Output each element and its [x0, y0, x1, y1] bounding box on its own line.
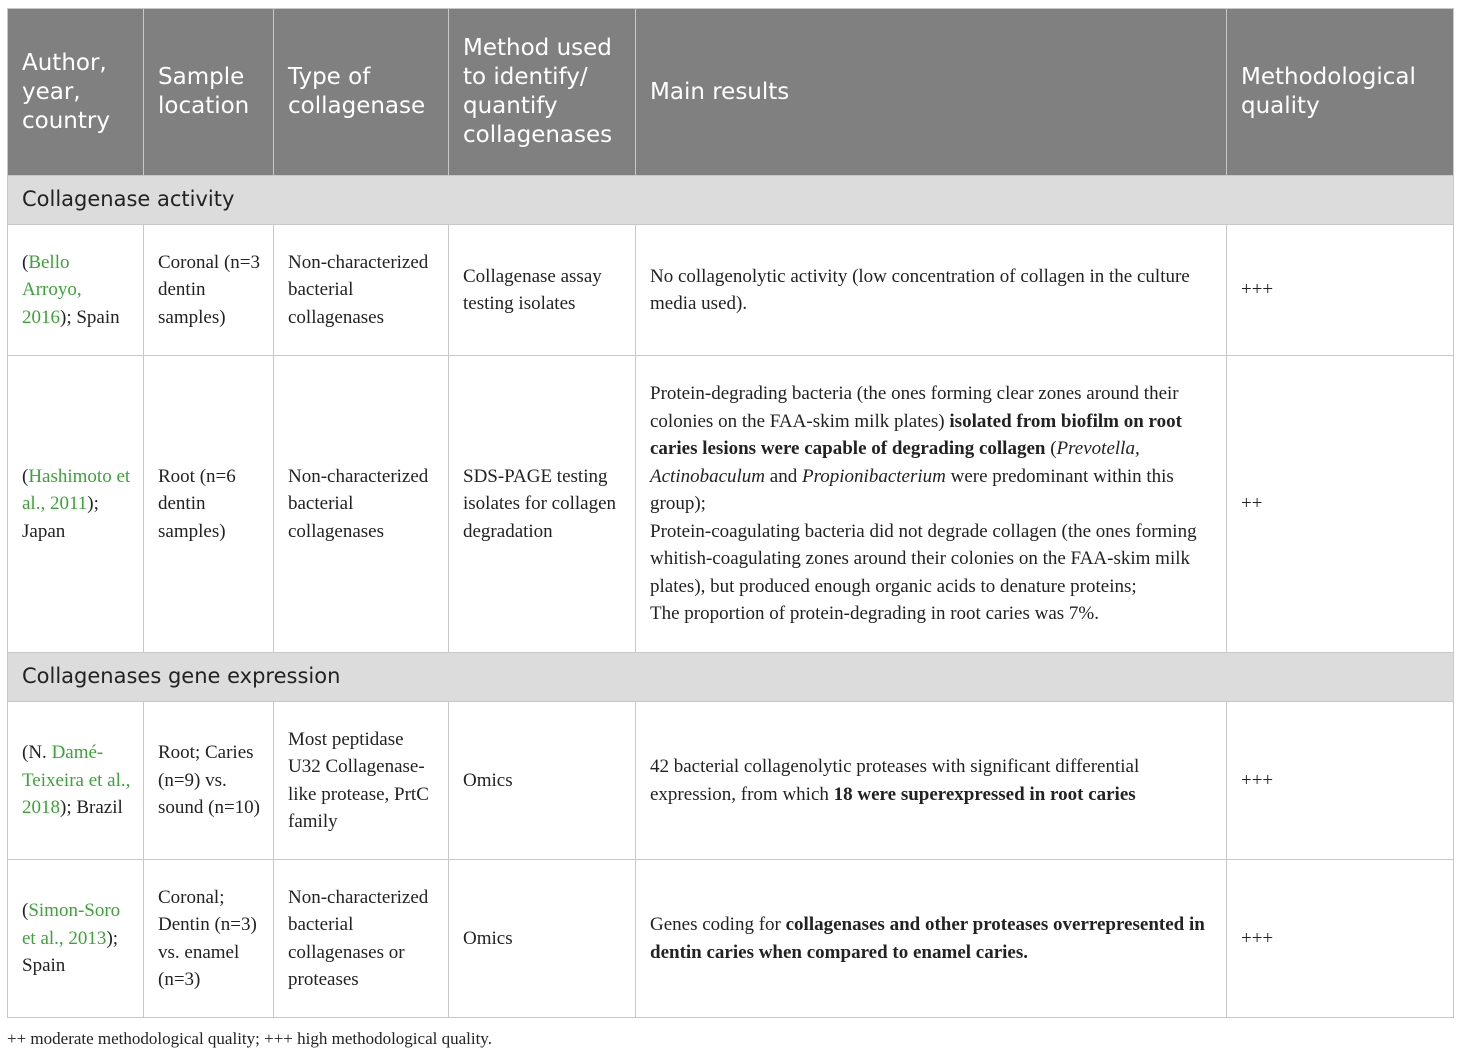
author-cell [8, 860, 144, 1018]
quality-cell: ++ [1227, 356, 1454, 653]
type-cell: Non-characterized bacterial collagenases or proteases [274, 860, 449, 1018]
citation-link[interactable]: Damé-Teixeira et al., 2018 [22, 742, 131, 819]
quality-cell: +++ [1227, 860, 1454, 1018]
header-row [8, 9, 1454, 176]
author-suffix: ); Spain [60, 306, 120, 328]
author-suffix: ); Japan [22, 493, 99, 542]
header-location: Sample location [144, 9, 274, 176]
author-suffix: ); Brazil [60, 797, 123, 819]
section-row [8, 653, 1454, 702]
citation-link[interactable]: Simon-Soro et al., 2013 [22, 900, 121, 949]
footnote: ++ moderate methodological quality; +++ high methodological quality. [7, 1029, 492, 1048]
table-row [8, 356, 1454, 653]
section-row [8, 176, 1454, 225]
result-text-segment: and [765, 465, 802, 487]
method-cell: Collagenase assay testing isolates [449, 225, 636, 356]
author-prefix: ( [22, 251, 29, 273]
header-type: Type of collagenase [274, 9, 449, 176]
result-text-segment: were predominant within this group); [650, 465, 1174, 515]
header-results: Main results [636, 9, 1227, 176]
results-cell [636, 225, 1227, 356]
result-text-segment: Genes coding for [650, 914, 786, 935]
results-cell [636, 860, 1227, 1018]
header-quality: Methodological quality [1227, 9, 1454, 176]
result-text-segment: collagenases and other proteases overrepresented in dentin caries when compared to enamel caries. [650, 914, 1205, 963]
author-cell [8, 356, 144, 653]
result-text-segment: Protein-degrading bacteria (the ones forming clear zones around their colonies on the FAA-skim milk plates) [650, 383, 1179, 432]
quality-cell: +++ [1227, 702, 1454, 860]
author-prefix: ( [22, 465, 29, 487]
result-text-segment: Protein-coagulating bacteria did not degrade collagen (the ones forming whitish-coagulating zones around their colonies on the FAA-skim milk plates), but produced enough organic acids to denature proteins; [650, 520, 1197, 597]
location-cell: Root (n=6 dentin samples) [144, 356, 274, 653]
method-cell: Omics [449, 702, 636, 860]
result-text-segment: ( [1045, 438, 1057, 460]
citation-link[interactable]: Bello Arroyo, 2016 [22, 251, 82, 328]
table-row [8, 225, 1454, 356]
results-cell [636, 702, 1227, 860]
location-cell: Root; Caries (n=9) vs. sound (n=10) [144, 702, 274, 860]
section-title: Collagenase activity [8, 176, 1454, 225]
method-cell: SDS-PAGE testing isolates for collagen degradation [449, 356, 636, 653]
results-cell [636, 356, 1227, 653]
citation-link[interactable]: Hashimoto et al., 2011 [22, 465, 131, 515]
result-text-segment: 42 bacterial collagenolytic proteases with significant differential expression, from which [650, 756, 1140, 805]
result-text-segment: isolated from biofilm on root caries lesions were capable of degrading collagen [650, 410, 1182, 460]
type-cell: Non-characterized bacterial collagenases [274, 356, 449, 653]
method-cell: Omics [449, 860, 636, 1018]
type-cell: Non-characterized bacterial collagenases [274, 225, 449, 356]
location-cell: Coronal (n=3 dentin samples) [144, 225, 274, 356]
author-suffix: ); Spain [22, 927, 119, 977]
result-text-segment: No collagenolytic activity (low concentration of collagen in the culture media used). [650, 265, 1190, 314]
result-text-segment: Prevotella, Actinobaculum [650, 438, 1140, 487]
result-text-segment: 18 were superexpressed in root caries [833, 783, 1136, 805]
results-table [7, 8, 1454, 1018]
author-cell [8, 702, 144, 860]
table-row [8, 702, 1454, 860]
result-text-segment: Propionibacterium [801, 465, 946, 487]
author-prefix: (N. [22, 742, 52, 764]
section-title: Collagenases gene expression [8, 653, 1454, 702]
type-cell: Most peptidase U32 Collagenase-like protease, PrtC family [274, 702, 449, 860]
result-text-segment: The proportion of protein-degrading in root caries was 7%. [650, 603, 1100, 625]
author-prefix: ( [22, 900, 29, 922]
location-cell: Coronal; Dentin (n=3) vs. enamel (n=3) [144, 860, 274, 1018]
header-author: Author, year, country [8, 9, 144, 176]
author-cell [8, 225, 144, 356]
header-method: Method used to identify/ quantify collagenases [449, 9, 636, 176]
table-row [8, 860, 1454, 1018]
quality-cell: +++ [1227, 225, 1454, 356]
